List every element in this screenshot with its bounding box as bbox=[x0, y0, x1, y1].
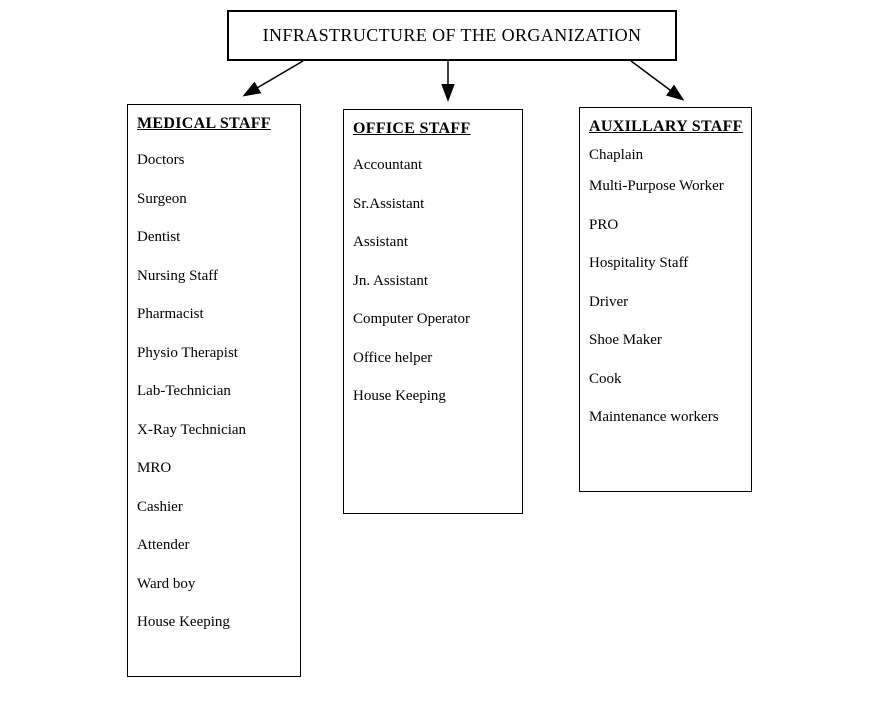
staff-list-item: Shoe Maker bbox=[589, 332, 662, 348]
staff-list-item: Cashier bbox=[137, 498, 183, 515]
arrow-to-auxillary-staff bbox=[631, 61, 682, 99]
auxillary-staff-header: AUXILLARY STAFF bbox=[589, 118, 743, 135]
staff-list-item: Hospitality Staff bbox=[589, 255, 689, 271]
staff-list-item: House Keeping bbox=[137, 614, 230, 630]
staff-list-item: X-Ray Technician bbox=[137, 421, 247, 438]
staff-list-item: Lab-Technician bbox=[137, 383, 231, 399]
staff-list-item: Doctors bbox=[137, 152, 185, 168]
medical-staff-list bbox=[137, 152, 291, 630]
chart-title: INFRASTRUCTURE OF THE ORGANIZATION bbox=[262, 25, 642, 45]
staff-list-item: Cook bbox=[589, 370, 622, 387]
office-staff-header: OFFICE STAFF bbox=[353, 120, 471, 137]
staff-list-item: Computer Operator bbox=[353, 311, 471, 327]
staff-list-item: Jn. Assistant bbox=[353, 272, 429, 289]
staff-list-item: Nursing Staff bbox=[137, 267, 218, 284]
staff-list-item: Ward boy bbox=[137, 575, 196, 592]
auxillary-staff-list bbox=[589, 147, 742, 425]
office-staff-list bbox=[353, 157, 513, 404]
staff-list-item: MRO bbox=[137, 460, 172, 476]
arrow-to-medical-staff bbox=[245, 61, 303, 95]
staff-list-item: Multi-Purpose Worker bbox=[589, 178, 724, 194]
staff-list-item: Dentist bbox=[137, 229, 181, 245]
staff-list-item: Accountant bbox=[353, 157, 423, 173]
staff-list-item: Attender bbox=[137, 537, 190, 553]
medical-staff-header: MEDICAL STAFF bbox=[137, 115, 271, 132]
medical-staff-box bbox=[127, 104, 301, 677]
staff-list-item: Office helper bbox=[353, 349, 433, 366]
staff-list-item: Physio Therapist bbox=[137, 344, 238, 361]
staff-list-item: House Keeping bbox=[353, 388, 446, 404]
staff-list-item: Pharmacist bbox=[137, 306, 204, 322]
office-staff-box bbox=[343, 109, 523, 514]
staff-list-item: Assistant bbox=[353, 234, 409, 250]
auxillary-staff-box bbox=[579, 107, 752, 492]
staff-list-item: Sr.Assistant bbox=[353, 195, 425, 212]
staff-list-item: Maintenance workers bbox=[589, 409, 719, 425]
staff-list-item: Driver bbox=[589, 293, 629, 310]
staff-list-item: Chaplain bbox=[589, 147, 644, 163]
staff-list-item: PRO bbox=[589, 216, 619, 233]
chart-title-box bbox=[227, 10, 677, 61]
staff-list-item: Surgeon bbox=[137, 190, 187, 207]
